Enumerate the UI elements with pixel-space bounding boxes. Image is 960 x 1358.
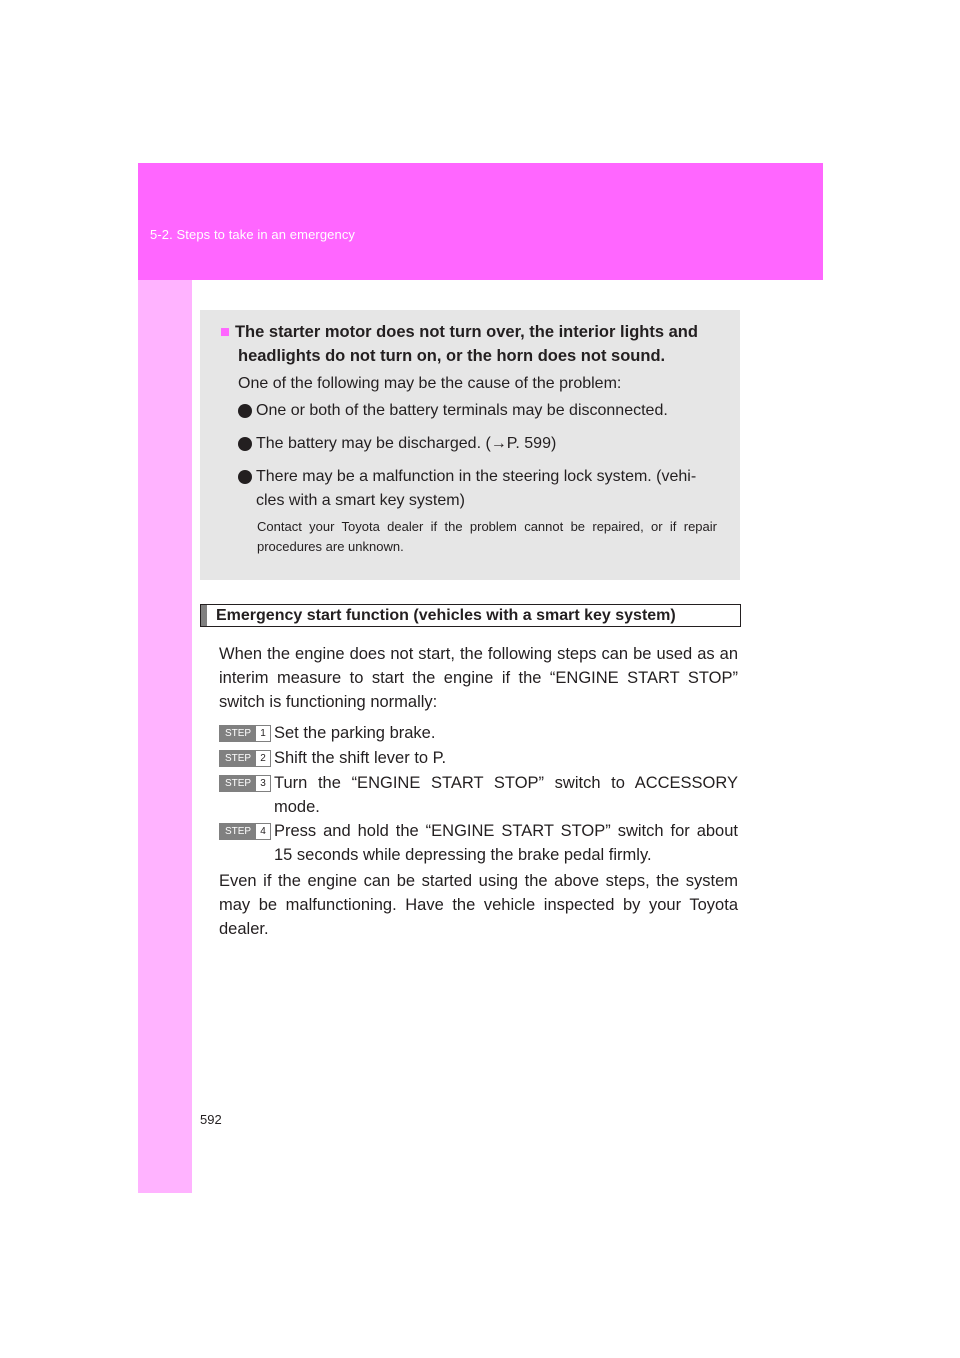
bullet-text: One or both of the battery terminals may be disconnected. xyxy=(256,402,668,419)
note-title xyxy=(220,320,720,368)
bullet-dot-icon xyxy=(238,404,252,418)
note-title-line2: headlights do not turn on, or the horn does not sound. xyxy=(238,347,666,365)
step-word: STEP xyxy=(220,726,256,741)
square-bullet-icon: ■ xyxy=(220,323,230,341)
note-box xyxy=(200,310,740,580)
step-badge xyxy=(219,750,271,767)
note-title-line1: The starter motor does not turn over, the interior lights and xyxy=(234,323,698,341)
bullet-text: There may be a malfunction in the steering lock system. (vehi-cles with a smart key system) xyxy=(256,468,697,509)
note-bullet-item xyxy=(238,432,720,456)
note-small-text: Contact your Toyota dealer if the problem cannot be repaired, or if repair procedures are unknown. xyxy=(257,519,717,554)
step-badge xyxy=(219,725,271,742)
closing-paragraph: Even if the engine can be started using the above steps, the system may be malfunctioning. Have the vehicle inspected by your Toyota dealer. xyxy=(219,872,738,938)
step-text: Shift the shift lever to P. xyxy=(274,749,447,767)
step-word: STEP xyxy=(220,776,256,791)
bullet-dot-icon xyxy=(238,470,252,484)
note-bullet-item xyxy=(238,465,720,513)
side-strip xyxy=(138,280,192,1193)
heading-bar xyxy=(201,605,207,626)
step-item xyxy=(219,771,738,819)
emergency-heading xyxy=(200,604,741,627)
step-text: Press and hold the “ENGINE START STOP” switch for about 15 seconds while depressing the brake pedal firmly. xyxy=(274,822,738,864)
step-item xyxy=(219,819,738,867)
step-word: STEP xyxy=(220,824,256,839)
step-item xyxy=(219,746,738,770)
note-intro: One of the following may be the cause of the problem: xyxy=(238,375,622,392)
step-number: 2 xyxy=(260,753,266,764)
step-item xyxy=(219,721,738,745)
header-band xyxy=(138,163,823,280)
step-badge xyxy=(219,823,271,840)
step-number: 1 xyxy=(260,728,266,739)
section-title: 5-2. Steps to take in an emergency xyxy=(150,227,356,242)
step-word: STEP xyxy=(220,751,256,766)
step-badge xyxy=(219,775,271,792)
step-text: Set the parking brake. xyxy=(274,724,436,742)
note-bullet-item xyxy=(238,399,720,423)
bullet-dot-icon xyxy=(238,437,252,451)
step-number: 3 xyxy=(260,778,266,789)
bullet-text: The battery may be discharged. (→P. 599) xyxy=(256,435,557,452)
emergency-intro: When the engine does not start, the following steps can be used as an interim measure to start the engine if the “ENGINE START STOP” switch is functioning normally: xyxy=(219,645,738,711)
step-number: 4 xyxy=(260,826,266,837)
emergency-heading-text: Emergency start function (vehicles with a smart key system) xyxy=(216,607,676,624)
step-text: Turn the “ENGINE START STOP” switch to ACCESSORY mode. xyxy=(274,774,738,816)
page-number: 592 xyxy=(200,1112,222,1127)
